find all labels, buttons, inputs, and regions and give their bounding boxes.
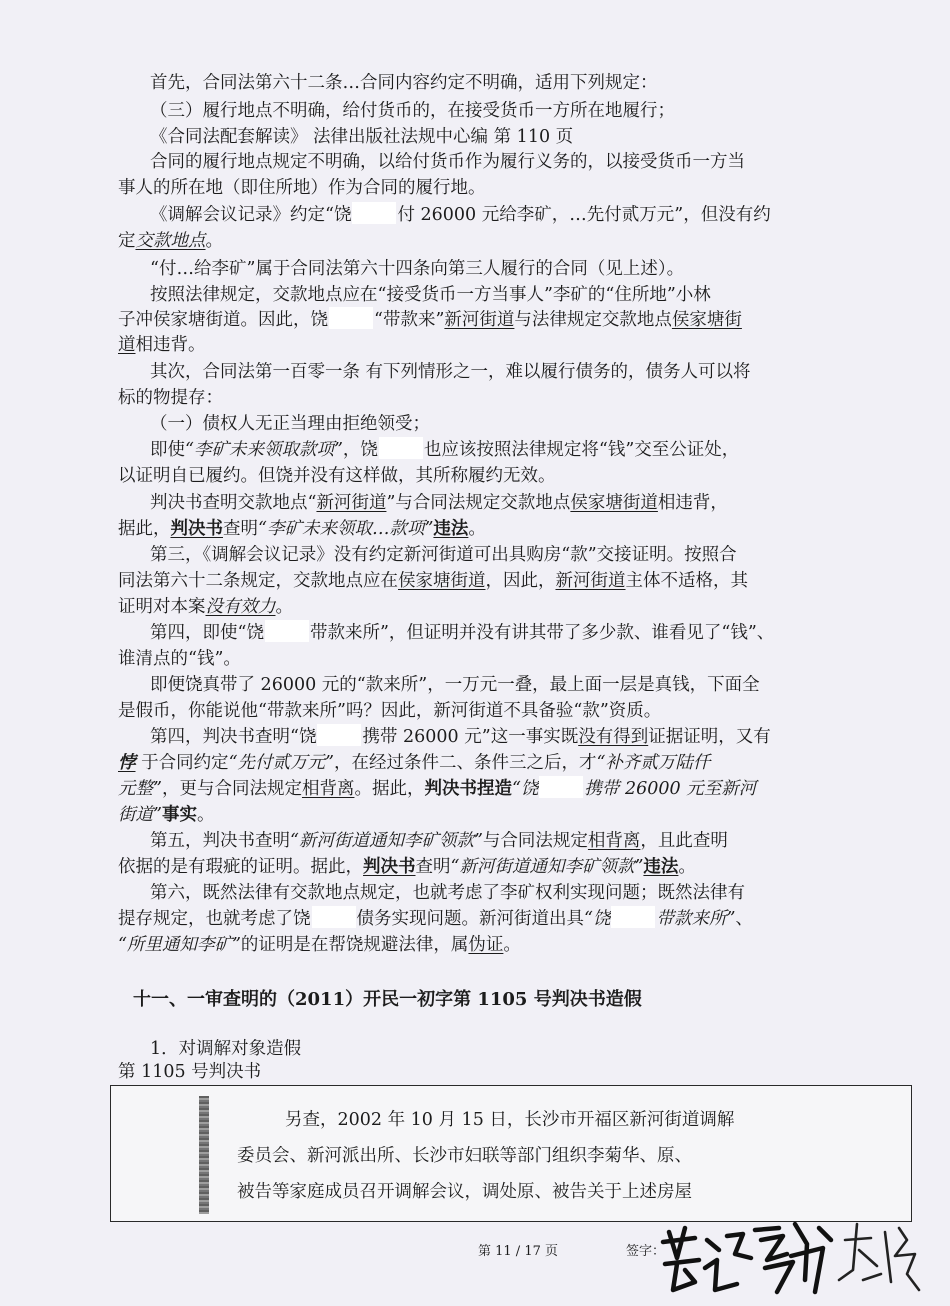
text-segment: 即使 — [150, 440, 185, 460]
text-segment: 查明 — [415, 857, 451, 877]
text-segment: 侯家塘街道 — [398, 571, 486, 591]
text-line-content — [150, 619, 774, 648]
text-segment: 的证明是在帮饶规避法律，属 — [240, 935, 469, 955]
text-line — [0, 697, 950, 726]
text-line-content — [118, 645, 241, 674]
text-segment: 于合同约定 — [135, 753, 229, 773]
text-segment: 交款地点 — [135, 231, 206, 251]
text-line-content — [118, 174, 486, 203]
text-line — [0, 148, 950, 177]
judgment-label: 第 1105 号判决书 — [118, 1062, 262, 1082]
text-line — [0, 462, 950, 491]
text-segment: 即便饶真带了 26000 元的“款来所”，一万元一叠，最上面一层是真钱，下面全 — [150, 675, 760, 695]
text-line — [0, 410, 950, 439]
text-line-content — [150, 541, 737, 570]
text-segment: 。 — [468, 519, 486, 539]
signature-label: 签字： — [626, 1244, 666, 1259]
text-line-content — [118, 697, 661, 726]
text-segment: 定 — [118, 231, 136, 251]
text-line — [0, 541, 950, 570]
text-line — [0, 358, 950, 387]
text-segment: 查明 — [223, 519, 258, 539]
text-line — [0, 331, 950, 360]
judgment-excerpt-box — [110, 1085, 912, 1222]
text-segment: 伪证 — [468, 935, 504, 955]
text-line-content — [150, 148, 745, 177]
text-segment: 。 — [503, 935, 521, 955]
text-line-content — [118, 331, 206, 360]
text-segment: 元整” — [118, 779, 162, 799]
page-number: 第 11 / 17 页 — [478, 1244, 558, 1259]
text-line-content — [118, 462, 556, 491]
text-segment: 证据证明，又有 — [648, 727, 771, 747]
section-heading: 十一、一审查明的（2011）开民一初字第 1105 号判决书造假 — [133, 989, 642, 1010]
text-line — [0, 567, 950, 596]
text-segment: ，更与合同法规定 — [161, 779, 302, 799]
text-segment: “先付贰万元” — [228, 753, 334, 773]
text-segment: 、 — [735, 909, 753, 929]
text-line-content — [118, 775, 756, 804]
text-line-content — [150, 201, 771, 230]
text-line — [0, 97, 950, 126]
text-segment: 判决书捏造 — [424, 779, 512, 799]
excerpt-line: 被告等家庭成员召开调解会议，调处原、被告关于上述房屋 — [237, 1182, 692, 1202]
redaction-box — [265, 620, 309, 642]
text-segment: 其次，合同法第一百零一条 有下列情形之一，难以履行债务的，债务人可以将 — [150, 362, 751, 382]
text-segment: 没有效力 — [205, 597, 276, 617]
text-line — [0, 775, 950, 804]
text-segment: ，因此， — [485, 571, 556, 591]
text-line-content — [118, 567, 748, 596]
text-segment: 判决书 — [170, 519, 223, 539]
text-segment: 标的物提存： — [118, 388, 223, 408]
text-segment: 新河街道 — [444, 310, 515, 330]
text-segment: 第五，判决书查明 — [150, 831, 290, 851]
excerpt-line: 委员会、新河派出所、长沙市妇联等部门组织李菊华、原、 — [237, 1146, 692, 1166]
text-line — [0, 255, 950, 284]
text-segment: 也应该按照法律规定将“钱”交至公证处， — [423, 440, 740, 460]
text-line-content — [118, 384, 223, 413]
text-segment: 第六，既然法律有交款地点规定，也就考虑了李矿权利实现问题；既然法律有 — [150, 883, 745, 903]
text-segment: “饶 — [511, 779, 539, 799]
text-line — [0, 201, 950, 230]
redaction-box — [611, 906, 655, 928]
text-line-content — [118, 749, 710, 778]
text-segment: 提存规定，也就考虑了饶 — [118, 909, 311, 929]
text-segment: 判决书 — [363, 857, 416, 877]
text-segment: 据此， — [118, 519, 171, 539]
text-line — [0, 69, 950, 98]
text-segment: “所里通知李矿” — [118, 935, 241, 955]
text-line-content — [150, 358, 751, 387]
text-line-content — [150, 671, 760, 700]
text-segment: 没有得到 — [578, 727, 649, 747]
text-line — [0, 645, 950, 674]
excerpt-line: 另查，2002 年 10 月 15 日，长沙市开福区新河街道调解 — [285, 1110, 735, 1130]
handwritten-signature — [655, 1210, 925, 1300]
text-segment: 新河街道 — [555, 571, 626, 591]
text-line — [0, 619, 950, 648]
text-line — [0, 853, 950, 882]
text-line-content — [118, 853, 696, 882]
text-segment: 《合同法配套解读》 法律出版社法规中心编 第 110 页 — [150, 127, 574, 147]
text-line — [0, 436, 950, 465]
text-segment: 第四，判决书查明“饶 — [150, 727, 317, 747]
text-segment: “李矿未来领取…款项” — [258, 519, 434, 539]
text-segment: 第三，《调解会议记录》没有约定新河街道可出具购房“款”交接证明。按照合 — [150, 545, 737, 565]
text-line — [0, 489, 950, 518]
text-line — [0, 749, 950, 778]
redaction-box — [379, 437, 423, 459]
text-line-content — [150, 879, 745, 908]
text-segment: 主体不适格，其 — [625, 571, 748, 591]
text-line — [0, 227, 950, 256]
text-segment: 带款来所”，但证明并没有讲其带了多少款、谁看见了“钱”、 — [309, 623, 775, 643]
text-line-content — [150, 410, 430, 439]
text-segment: “饶 — [584, 909, 611, 929]
text-line-content — [150, 255, 684, 284]
text-segment: ，且此查明 — [640, 831, 728, 851]
text-line-content — [150, 723, 771, 752]
text-segment: 合同的履行地点规定不明确，以给付货币作为履行义务的，以接受货币一方当 — [150, 152, 745, 172]
text-segment: 判决书查明交款地点“ — [150, 493, 317, 513]
text-segment: 相背离 — [587, 831, 641, 851]
text-segment: 事实 — [161, 805, 197, 825]
text-segment: 《调解会议记录》约定“饶 — [150, 205, 352, 225]
text-line — [0, 671, 950, 700]
text-segment: 。 — [196, 805, 215, 825]
text-segment: 谁清点的“钱”。 — [118, 649, 241, 669]
text-line-content — [150, 436, 739, 465]
text-segment: 。 — [205, 231, 223, 251]
text-line — [0, 384, 950, 413]
text-segment: ”与合同法规定交款地点 — [386, 493, 571, 513]
text-segment: 与合同法规定 — [482, 831, 588, 851]
text-segment: 相违背， — [657, 493, 728, 513]
text-line-content — [150, 489, 728, 518]
text-line-content — [118, 801, 214, 830]
text-line-content — [150, 97, 675, 126]
text-segment: 。 — [275, 597, 293, 617]
text-segment: 以证明自已履约。但饶并没有这样做，其所称履约无效。 — [118, 466, 556, 486]
redaction-box — [352, 202, 396, 224]
scan-artifact — [199, 1096, 209, 1214]
text-segment: 依据的是有瑕疵的证明。据此， — [118, 857, 363, 877]
text-segment: “新河街道通知李矿领款” — [450, 857, 644, 877]
text-segment: 街道” — [118, 805, 162, 825]
text-segment: ，饶 — [342, 440, 378, 460]
text-segment: 悖 — [118, 753, 136, 773]
text-line — [0, 515, 950, 544]
text-line-content — [118, 227, 223, 256]
text-segment: 携带 26000 元”这一事实既 — [362, 727, 579, 747]
text-segment: 违法 — [643, 857, 679, 877]
text-segment: 证明对本案 — [118, 597, 206, 617]
text-segment: （三）履行地点不明确，给付货币的，在接受货币一方所在地履行； — [150, 101, 675, 121]
text-segment: “带款来” — [374, 310, 445, 330]
text-line — [0, 593, 950, 622]
text-segment: “补齐贰万陆仟 — [596, 753, 711, 773]
text-segment: 相违背。 — [135, 335, 206, 355]
text-segment: 。据此， — [354, 779, 425, 799]
text-line — [0, 801, 950, 830]
text-line — [0, 827, 950, 856]
text-line — [0, 174, 950, 203]
text-segment: 道 — [118, 335, 136, 355]
redaction-box — [539, 776, 583, 798]
text-segment: 新河街道 — [316, 493, 387, 513]
text-segment: 第四，即使“饶 — [150, 623, 264, 643]
text-segment: 与法律规定交款地点 — [514, 310, 672, 330]
text-segment: 违法 — [433, 519, 469, 539]
text-line-content — [150, 69, 658, 98]
text-segment: 同法第六十二条规定，交款地点应在 — [118, 571, 398, 591]
text-segment: 侯家塘街 — [671, 310, 742, 330]
subheading: 1．对调解对象造假 — [150, 1039, 302, 1059]
text-segment: “新河街道通知李矿领款” — [290, 831, 483, 851]
redaction-box — [312, 906, 356, 928]
text-segment: “李矿未来领取款项” — [185, 440, 343, 460]
text-segment: 带款来所” — [656, 909, 736, 929]
text-line-content — [118, 515, 486, 544]
text-segment: 侯家塘街道 — [570, 493, 658, 513]
text-segment: 是假币，你能说他“带款来所”吗？因此，新河街道不具备验“款”资质。 — [118, 701, 662, 721]
text-segment: （一）债权人无正当理由拒绝领受； — [150, 414, 430, 434]
text-line — [0, 879, 950, 908]
text-segment: 首先，合同法第六十二条…合同内容约定不明确，适用下列规定： — [150, 73, 658, 93]
text-line-content — [118, 931, 521, 960]
text-line — [0, 905, 950, 934]
text-segment: 按照法律规定，交款地点应在“接受货币一方当事人”李矿的“住所地”小林 — [150, 285, 711, 305]
text-segment: “付…给李矿”属于合同法第六十四条向第三人履行的合同（见上述）。 — [150, 259, 685, 279]
text-segment: 债务实现问题。新河街道出具 — [356, 909, 584, 929]
text-segment: 携带 26000 元至新河 — [584, 779, 757, 799]
text-line-content — [150, 827, 728, 856]
text-line — [0, 931, 950, 960]
redaction-box — [329, 307, 373, 329]
text-segment: 。 — [678, 857, 696, 877]
text-segment: ，在经过条件二、条件三之后，才 — [333, 753, 597, 773]
text-segment: 子冲侯家塘街道。因此，饶 — [118, 310, 328, 330]
text-segment: 相背离 — [301, 779, 355, 799]
text-segment: 付 26000 元给李矿，…先付贰万元”，但没有约 — [397, 205, 771, 225]
text-line — [0, 723, 950, 752]
text-line-content — [118, 593, 293, 622]
text-segment: 事人的所在地（即住所地）作为合同的履行地。 — [118, 178, 486, 198]
redaction-box — [317, 724, 361, 746]
text-line-content — [118, 905, 753, 934]
